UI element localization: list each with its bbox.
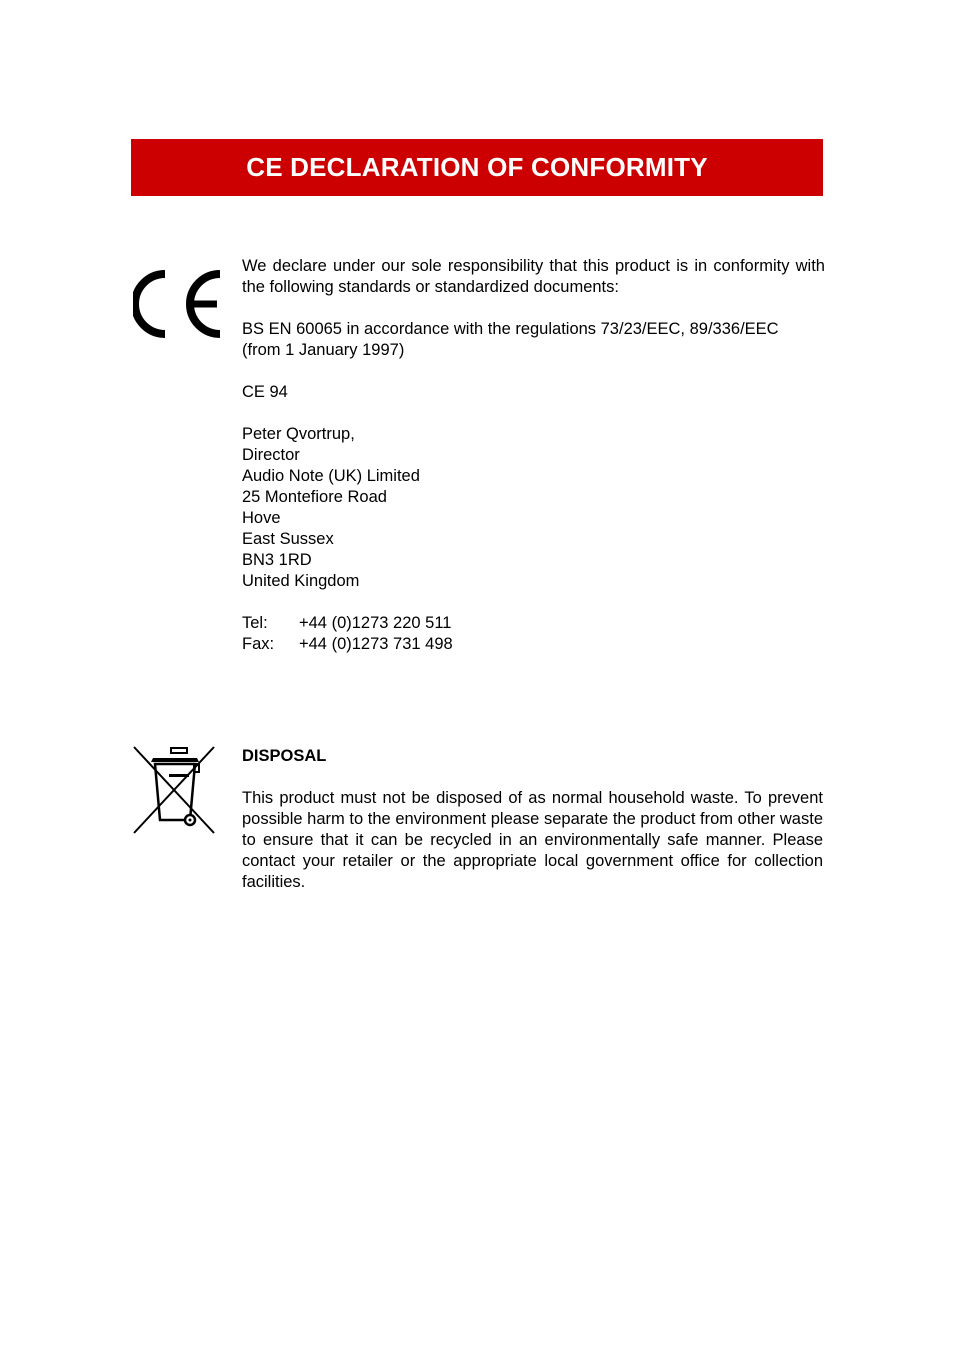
contact-label: Fax: (242, 635, 275, 653)
signatory-line: East Sussex (242, 530, 334, 548)
signatory-line: United Kingdom (242, 572, 360, 590)
standards-line-2: (from 1 January 1997) (242, 341, 405, 359)
disposal-text: This product must not be disposed of as normal household waste. To prevent possible harm to the environment please separate the product from other waste to ensure that it can be recycled in an environmentally safe manner. Please contact your retailer or the appropriate local government office for collection facilities. (242, 789, 823, 891)
contact-details (242, 613, 825, 655)
signatory-address (242, 424, 825, 592)
disposal-heading: DISPOSAL (242, 747, 327, 765)
contact-row-tel (242, 613, 825, 634)
signatory-line: Audio Note (UK) Limited (242, 467, 420, 485)
ce-code: CE 94 (242, 383, 288, 401)
declaration-section (242, 256, 825, 655)
ce-mark-icon (133, 268, 225, 340)
crossed-out-wheelie-bin-icon (131, 744, 217, 836)
page-title: CE DECLARATION OF CONFORMITY (246, 152, 708, 182)
contact-value: +44 (0)1273 220 511 (299, 614, 452, 632)
standards-text (242, 319, 825, 361)
standards-line-1: BS EN 60065 in accordance with the regulations 73/23/EEC, 89/336/EEC (242, 320, 779, 338)
signatory-line: Director (242, 446, 300, 464)
disposal-section (242, 746, 823, 893)
signatory-line: Peter Qvortrup, (242, 425, 355, 443)
title-banner (131, 139, 823, 196)
signatory-line: Hove (242, 509, 281, 527)
signatory-line: BN3 1RD (242, 551, 312, 569)
declaration-intro: We declare under our sole responsibility that this product is in conformity with the following standards or standardized documents: (242, 257, 825, 296)
contact-row-fax (242, 634, 825, 655)
contact-value: +44 (0)1273 731 498 (299, 635, 453, 653)
contact-label: Tel: (242, 614, 268, 632)
signatory-line: 25 Montefiore Road (242, 488, 387, 506)
